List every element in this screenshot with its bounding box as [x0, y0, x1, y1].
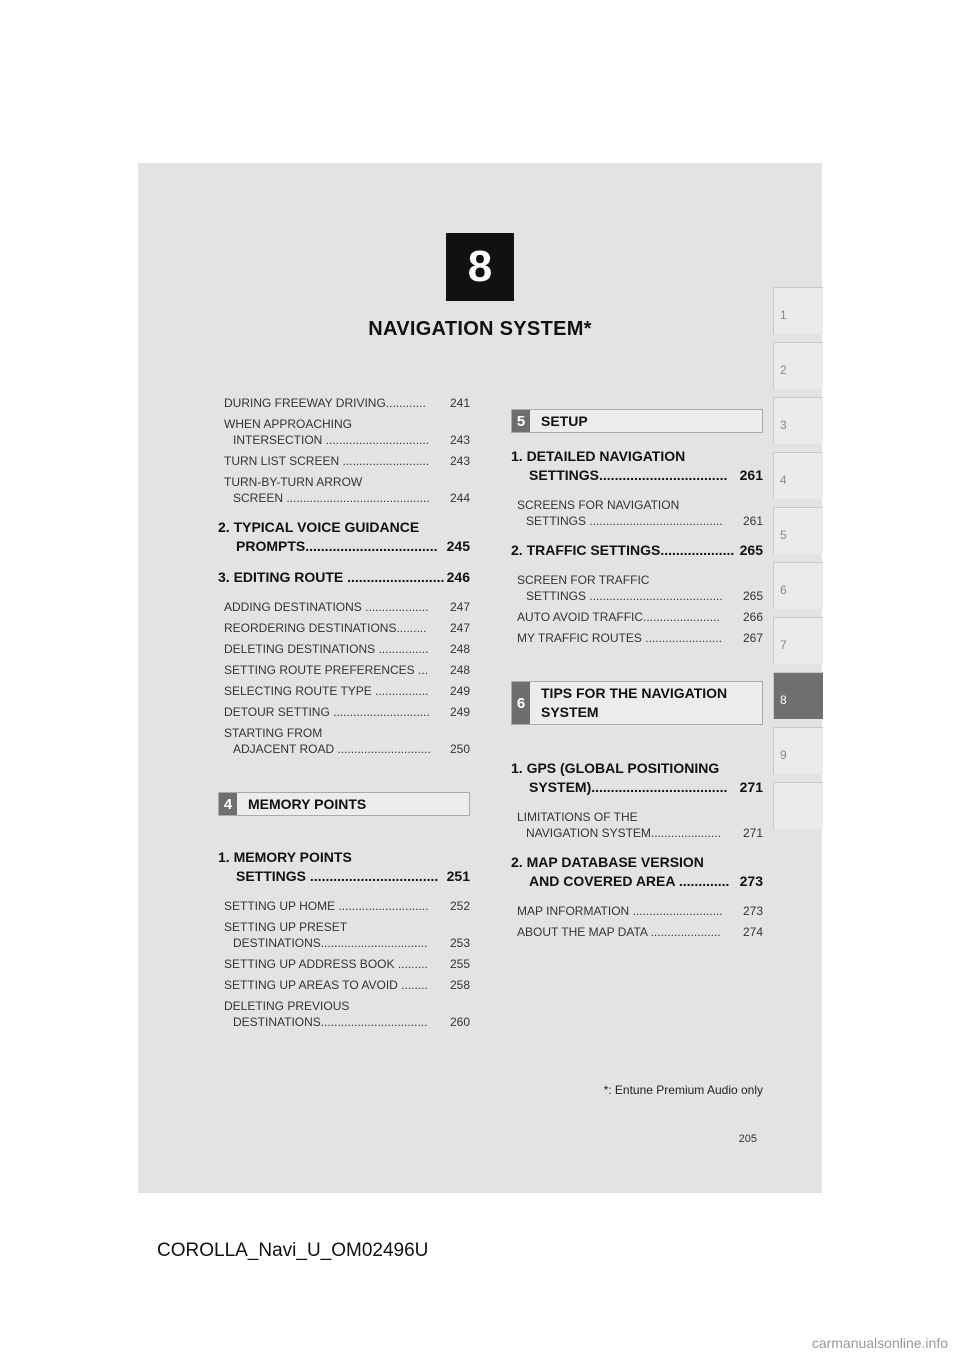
chapter-title: NAVIGATION SYSTEM* — [368, 318, 592, 340]
toc-sub-entry[interactable] — [513, 630, 763, 646]
entry-page: 244 — [449, 491, 470, 505]
chapter-number: 8 — [467, 242, 493, 291]
toc-sub-entry[interactable] — [220, 599, 470, 615]
section-number: 5 — [512, 410, 530, 432]
section-number: 4 — [219, 793, 237, 815]
toc-sub-entry[interactable] — [220, 474, 470, 506]
section-label-lines — [541, 684, 727, 722]
entry-title-cont: SETTINGS................................. — [529, 467, 728, 483]
toc-sub-entry[interactable] — [220, 662, 470, 678]
chapter-number-box — [446, 233, 514, 301]
toc-sub-entry[interactable] — [220, 898, 470, 914]
entry-page: 273 — [742, 904, 763, 918]
section-label: SETUP — [541, 412, 588, 429]
entry-page: 245 — [446, 538, 470, 554]
entry-title: LIMITATIONS OF THE — [517, 810, 638, 824]
entry-page: 265 — [739, 542, 763, 558]
chapter-tab-3[interactable]: 3 — [773, 397, 823, 444]
entry-title: SETTING UP AREAS TO AVOID ........ — [224, 978, 428, 992]
entry-title: DELETING PREVIOUS — [224, 999, 350, 1013]
entry-title: MY TRAFFIC ROUTES ....................... — [517, 631, 722, 645]
entry-title: WHEN APPROACHING — [224, 417, 353, 431]
chapter-tab-blank[interactable] — [773, 782, 823, 829]
spacer — [220, 830, 470, 836]
toc-sub-entry[interactable] — [220, 998, 470, 1030]
entry-title: ADDING DESTINATIONS ................... — [224, 600, 429, 614]
entry-title: 2. MAP DATABASE VERSION — [511, 854, 704, 870]
entry-page: 274 — [742, 925, 763, 939]
toc-sub-entry[interactable] — [220, 725, 470, 757]
section-number: 6 — [512, 682, 530, 724]
entry-page: 253 — [449, 936, 470, 950]
chapter-tab-1[interactable]: 1 — [773, 287, 823, 334]
chapter-tab-6[interactable]: 6 — [773, 562, 823, 609]
entry-page: 248 — [449, 663, 470, 677]
entry-page: 271 — [742, 826, 763, 840]
entry-page: 260 — [449, 1015, 470, 1029]
entry-page: 266 — [742, 610, 763, 624]
toc-sub-entry[interactable] — [220, 704, 470, 720]
entry-title-cont: SETTINGS ................................. — [236, 868, 439, 884]
entry-title-cont: DESTINATIONS................................ — [233, 936, 428, 950]
chapter-tab-8[interactable]: 8 — [773, 672, 823, 719]
toc-sub-entry[interactable] — [220, 956, 470, 972]
entry-title: 1. MEMORY POINTS — [218, 849, 352, 865]
toc-sub-entry[interactable] — [220, 395, 470, 411]
entry-page: 246 — [446, 569, 470, 585]
entry-title: 3. EDITING ROUTE ......................... — [218, 569, 445, 585]
entry-title: SETTING UP PRESET — [224, 920, 348, 934]
chapter-tab-5[interactable]: 5 — [773, 507, 823, 554]
entry-title-cont: ADJACENT ROAD ............................ — [233, 742, 431, 756]
entry-title-cont: INTERSECTION ............................... — [233, 433, 430, 447]
section-header — [511, 409, 763, 433]
entry-title-cont: AND COVERED AREA ............. — [529, 873, 730, 889]
entry-title-cont: NAVIGATION SYSTEM..................... — [526, 826, 721, 840]
entry-page: 258 — [449, 978, 470, 992]
entry-page: 251 — [446, 868, 470, 884]
entry-page: 265 — [742, 589, 763, 603]
footnote: *: Entune Premium Audio only — [603, 1083, 763, 1097]
spacer — [220, 762, 470, 778]
toc-main-entry[interactable] — [511, 853, 763, 891]
toc-right-column — [513, 395, 763, 945]
toc-sub-entry[interactable] — [220, 919, 470, 951]
entry-page: 249 — [449, 684, 470, 698]
entry-title: TURN-BY-TURN ARROW — [224, 475, 363, 489]
toc-main-entry[interactable] — [511, 447, 763, 485]
entry-title: SETTING UP ADDRESS BOOK ......... — [224, 957, 428, 971]
entry-page: 247 — [449, 600, 470, 614]
section-header — [218, 792, 470, 816]
entry-title: SETTING ROUTE PREFERENCES ... — [224, 663, 429, 677]
entry-title: STARTING FROM — [224, 726, 323, 740]
toc-sub-entry[interactable] — [513, 809, 763, 841]
entry-title: SELECTING ROUTE TYPE ................ — [224, 684, 429, 698]
section-label — [530, 682, 727, 724]
entry-title-cont: SYSTEM)................................... — [529, 779, 728, 795]
document-id: COROLLA_Navi_U_OM02496U — [157, 1240, 429, 1261]
entry-title: AUTO AVOID TRAFFIC....................... — [517, 610, 720, 624]
entry-title: 2. TRAFFIC SETTINGS................... — [511, 542, 735, 558]
toc-sub-entry[interactable] — [513, 609, 763, 625]
page-number: 205 — [738, 1133, 757, 1145]
toc-sub-entry[interactable] — [220, 977, 470, 993]
toc-main-entry[interactable] — [218, 568, 470, 587]
entry-title: SCREENS FOR NAVIGATION — [517, 498, 680, 512]
entry-title: DURING FREEWAY DRIVING............ — [224, 396, 426, 410]
entry-page: 241 — [449, 396, 470, 410]
entry-page: 261 — [739, 467, 763, 483]
entry-title-cont: PROMPTS.................................. — [236, 538, 438, 554]
toc-main-entry[interactable] — [218, 518, 470, 556]
toc-main-entry[interactable] — [511, 541, 763, 560]
entry-title: DELETING DESTINATIONS ............... — [224, 642, 429, 656]
toc-sub-entry[interactable] — [220, 453, 470, 469]
entry-page: 248 — [449, 642, 470, 656]
entry-title-cont: DESTINATIONS................................ — [233, 1015, 428, 1029]
entry-title: TURN LIST SCREEN .......................... — [224, 454, 430, 468]
toc-sub-entry[interactable] — [220, 620, 470, 636]
entry-title: SETTING UP HOME ........................... — [224, 899, 429, 913]
entry-page: 243 — [449, 454, 470, 468]
entry-page: 261 — [742, 514, 763, 528]
toc-main-entry[interactable] — [511, 759, 763, 797]
watermark: carmanualsonline.info — [811, 1335, 948, 1351]
entry-title: MAP INFORMATION ........................... — [517, 904, 723, 918]
entry-title-cont: SCREEN ........................................... — [233, 491, 430, 505]
entry-title: 2. TYPICAL VOICE GUIDANCE — [218, 519, 420, 535]
toc-sub-entry[interactable] — [220, 641, 470, 657]
toc-sub-entry[interactable] — [220, 683, 470, 699]
entry-title: 1. DETAILED NAVIGATION — [511, 448, 686, 464]
entry-title: REORDERING DESTINATIONS......... — [224, 621, 427, 635]
chapter-tab-7[interactable]: 7 — [773, 617, 823, 664]
chapter-tab-9[interactable]: 9 — [773, 727, 823, 774]
section-label-line2: SYSTEM — [541, 704, 599, 720]
entry-title: SCREEN FOR TRAFFIC — [517, 573, 650, 587]
entry-page: 243 — [449, 433, 470, 447]
entry-title: DETOUR SETTING ............................. — [224, 705, 430, 719]
entry-page: 271 — [739, 779, 763, 795]
entry-page: 247 — [449, 621, 470, 635]
toc-main-entry[interactable] — [218, 848, 470, 886]
toc-sub-entry[interactable] — [513, 924, 763, 940]
section-label-line1: TIPS FOR THE NAVIGATION — [541, 685, 728, 701]
entry-title: ABOUT THE MAP DATA ..................... — [517, 925, 721, 939]
spacer — [513, 651, 763, 667]
entry-page: 252 — [449, 899, 470, 913]
entry-page: 255 — [449, 957, 470, 971]
entry-page: 249 — [449, 705, 470, 719]
entry-title-cont: SETTINGS ........................................ — [526, 514, 723, 528]
chapter-tab-4[interactable]: 4 — [773, 452, 823, 499]
toc-left-column — [220, 395, 470, 1035]
toc-sub-entry[interactable] — [220, 416, 470, 448]
toc-sub-entry[interactable] — [513, 903, 763, 919]
toc-sub-entry[interactable] — [513, 572, 763, 604]
entry-page: 250 — [449, 742, 470, 756]
entry-title: 1. GPS (GLOBAL POSITIONING — [511, 760, 720, 776]
spacer — [513, 739, 763, 747]
entry-title-cont: SETTINGS ........................................ — [526, 589, 723, 603]
toc-sub-entry[interactable] — [513, 497, 763, 529]
section-label: MEMORY POINTS — [248, 795, 367, 812]
chapter-tab-2[interactable]: 2 — [773, 342, 823, 389]
section-header — [511, 681, 763, 725]
entry-page: 267 — [742, 631, 763, 645]
entry-page: 273 — [739, 873, 763, 889]
